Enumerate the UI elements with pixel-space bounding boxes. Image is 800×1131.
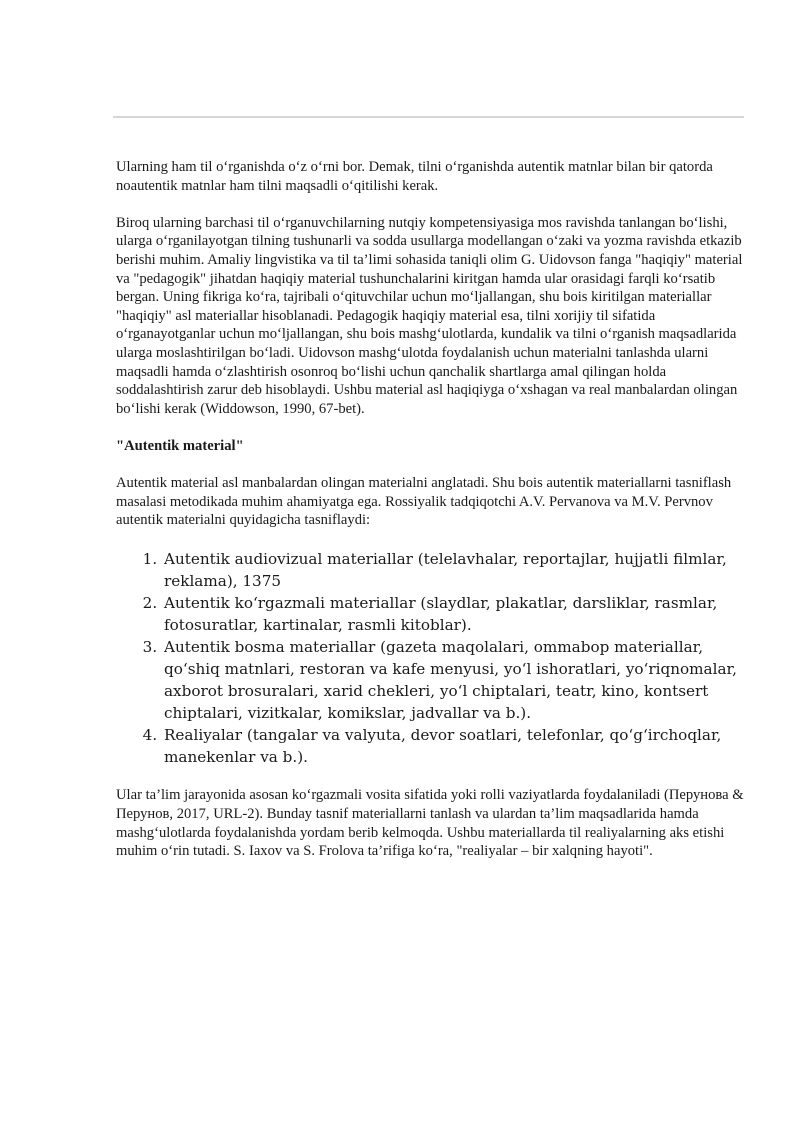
document-body bbox=[116, 158, 744, 879]
list-item: 4. Realiyalar (tangalar va valyuta, devor soatlari, telefonlar, qo‘g‘irchoqlar, manekenlar va b.). bbox=[162, 724, 744, 768]
list-item: 3. Autentik bosma materiallar (gazeta maqolalari, ommabop materiallar, qo‘shiq matnlari, restoran va kafe menyusi, yo‘l ishoratlari, yo‘riqnomalar, axborot brosuralari, xarid chekleri, yo‘l chiptalari, teatr, kino, kontsert chiptalari, vizitkalar, komikslar, jadvallar va b.). bbox=[162, 636, 744, 724]
paragraph-intro: Ularning ham til o‘rganishda o‘z o‘rni bor. Demak, tilni o‘rganishda autentik matnlar bilan bir qatorda noautentik matnlar ham tilni maqsadli o‘qitilishi kerak. bbox=[116, 159, 713, 194]
header-divider bbox=[113, 116, 744, 118]
paragraph-widdowson: Biroq ularning barchasi til o‘rganuvchilarning nutqiy kompetensiyasiga mos ravishda tanlangan bo‘lishi, ularga o‘rganilayotgan tilning tushunarli va sodda usullarga modellangan o‘zaki va yozma ravishda etkazib berishi muhim. Amaliy lingvistika va til ta’limi sohasida taniqli olim G. Uidovson fanga "haqiqiy" material va "pedagogik" jihatdan haqiqiy material tushunchalarini kiritgan hamda ular orasidagi farqli ko‘rsatib bergan. Uning fikriga ko‘ra, tajribali o‘qituvchilar uchun mo‘ljallangan, shu bois kiritilgan materiallar "haqiqiy" asl materiallar hisoblanadi. Pedagogik haqiqiy material esa, tilni xorijiy til sifatida o‘rganayotganlar uchun mo‘ljallangan, shu bois mashg‘ulotlarda, kundalik va tilni o‘rganish maqsadlarida ularga moslashtirilgan bo‘ladi. Uidovson mashg‘ulotda foydalanish uchun materialni tanlashda ularni maqsadli hamda o‘zlashtirish osonroq bo‘lishi uchun qanchalik shartlarga amal qilingan holda soddalashtirish zarur deb hisoblaydi. Ushbu material asl haqiqiyga o‘xshagan va real manbalardan olingan bo‘lishi kerak (Widdowson, 1990, 67-bet). bbox=[116, 214, 743, 417]
classification-list bbox=[116, 548, 744, 768]
paragraph-definition: Autentik material asl manbalardan olingan materialni anglatadi. Shu bois autentik materiallarni tasniflash masalasi metodikada muhim ahamiyatga ega. Rossiyalik tadqiqotchi A.V. Pervanova va M.V. Pervnov autentik materialni quyidagicha tasniflaydi: bbox=[116, 475, 732, 529]
list-item: 2. Autentik ko‘rgazmali materiallar (slaydlar, plakatlar, darsliklar, rasmlar, fotosuratlar, kartinalar, rasmli kitoblar). bbox=[162, 592, 744, 636]
section-heading: "Autentik material" bbox=[116, 437, 244, 454]
list-item: 1. Autentik audiovizual materiallar (telelavhalar, reportajlar, hujjatli filmlar, reklama), 1375 bbox=[162, 548, 744, 592]
paragraph-conclusion: Ular ta’lim jarayonida asosan ko‘rgazmali vosita sifatida yoki rolli vaziyatlarda foydalaniladi (Перунова & Перунов, 2017, URL-2). Bunday tasnif materiallarni tanlash va ulardan ta’lim maqsadlarida hamda mashg‘ulotlarda foydalanishda yordam berib kelmoqda. Ushbu materiallarda til realiyalarning aks etishi muhim o‘rin tutadi. S. Iaxov va S. Frolova ta’rifiga ko‘ra, "realiyalar – bir xalqning hayoti". bbox=[116, 787, 744, 860]
